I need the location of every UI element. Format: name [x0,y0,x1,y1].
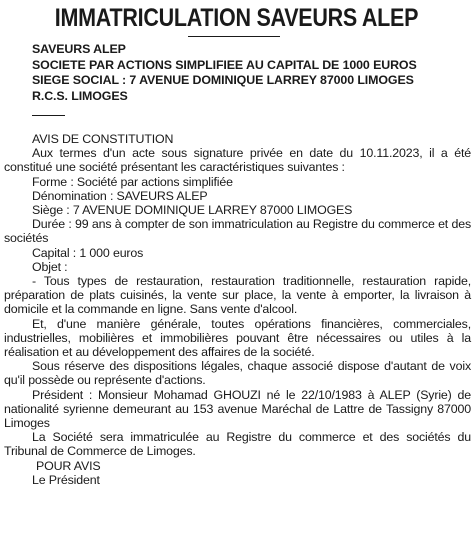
header-divider [32,115,65,116]
duree-paragraph: Durée : 99 ans à compter de son immatriculation au Registre du commerce et des sociétés [4,217,471,246]
forme-line: Forme : Société par actions simplifiée [32,174,233,189]
objet-label: Objet : [32,259,68,274]
objet-paragraph: - Tous types de restauration, restauration traditionnelle, restauration rapide, préparation de plats cuisinés, la vente sur place, la vente à emporter, la livraison à domicile et la commande en ligne. Sans vente d'alcool. [4,274,471,317]
capital-line: Capital : 1 000 euros [32,245,144,260]
company-header [32,42,462,104]
company-registered-office: SIEGE SOCIAL : 7 AVENUE DOMINIQUE LARREY 87000 LIMOGES [32,73,414,87]
pour-avis: POUR AVIS [36,458,101,473]
president-paragraph: Président : Monsieur Mohamad GHOUZI né le 22/10/1983 à ALEP (Syrie) de nationalité syrienne demeurant au 153 avenue Maréchal de Lattre de Tassigny 87000 Limoges [4,387,471,431]
reserve-paragraph: Sous réserve des dispositions légales, chaque associé dispose d'autant de voix qu'il possède ou représente d'actions. [4,359,471,388]
company-form-capital: SOCIETE PAR ACTIONS SIMPLIFIEE AU CAPITAL DE 1000 EUROS [32,57,417,72]
company-rcs: R.C.S. LIMOGES [32,88,128,103]
title-divider [188,36,280,37]
company-name: SAVEURS ALEP [32,42,126,56]
signature: Le Président [32,472,100,487]
notice-body [4,132,471,487]
notice-title: IMMATRICULATION SAVEURS ALEP [54,4,419,32]
intro-paragraph: Aux termes d'un acte sous signature privée en date du 10.11.2023, il a été constitué une société présentant les caractéristiques suivantes : [4,146,471,175]
siege-line: Siège : 7 AVENUE DOMINIQUE LARREY 87000 LIMOGES [32,203,353,218]
immatriculation-paragraph: La Société sera immatriculée au Registre du commerce et des sociétés du Tribunal de Commerce de Limoges. [4,430,471,459]
general-paragraph: Et, d'une manière générale, toutes opérations financières, commerciales, industrielles, mobilières et immobilières pouvant être nécessaires ou utiles à la réalisation et au développement des affaires de la société. [4,316,471,360]
denomination-line: Dénomination : SAVEURS ALEP [32,188,208,203]
notice-heading: AVIS DE CONSTITUTION [32,132,174,146]
